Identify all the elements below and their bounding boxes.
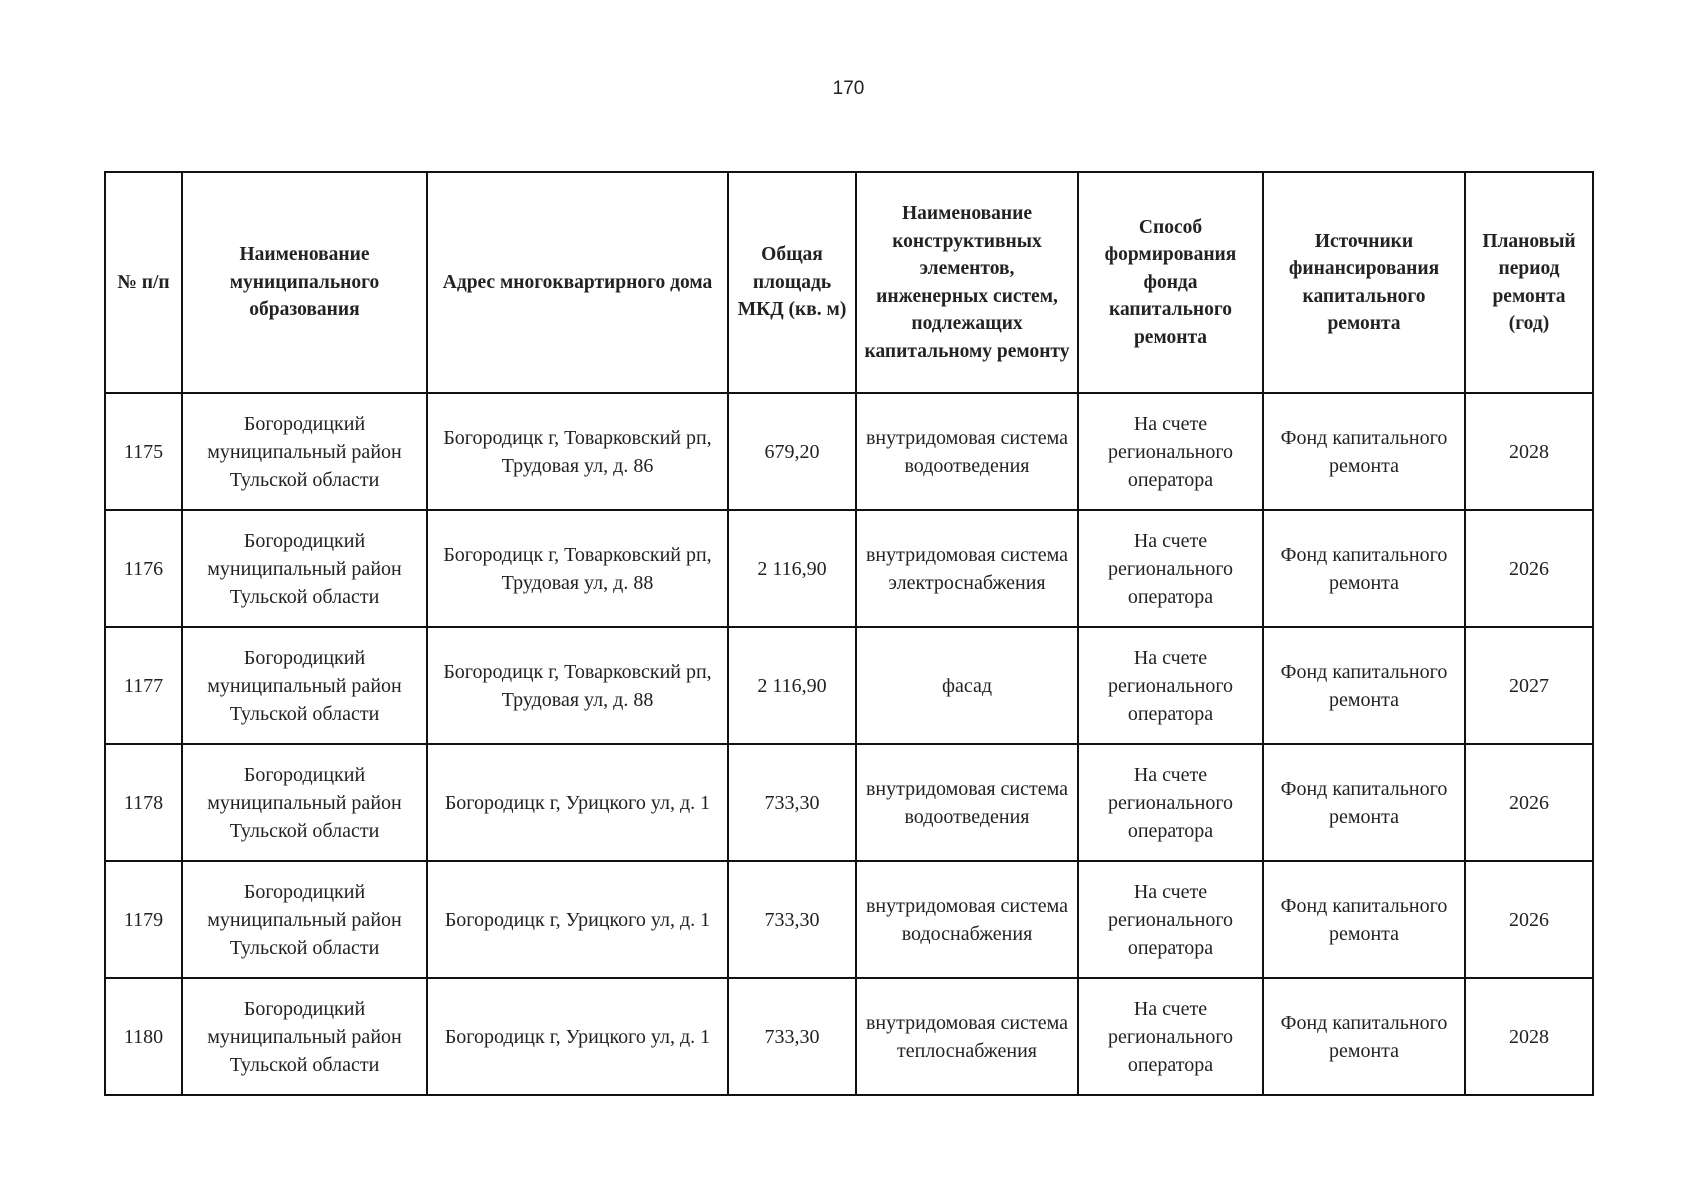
cell-funding-source: Фонд капитального ремонта bbox=[1263, 510, 1465, 627]
cell-element: внутридомовая система электроснабжения bbox=[856, 510, 1078, 627]
cell-fund-method: На счете регионального оператора bbox=[1078, 627, 1263, 744]
cell-municipality: Богородицкий муниципальный район Тульской области bbox=[182, 978, 427, 1095]
cell-address: Богородицк г, Урицкого ул, д. 1 bbox=[427, 861, 728, 978]
cell-area: 733,30 bbox=[728, 861, 856, 978]
table-header-row bbox=[105, 172, 1593, 393]
cell-fund-method: На счете регионального оператора bbox=[1078, 978, 1263, 1095]
page-number: 170 bbox=[832, 78, 865, 99]
cell-funding-source: Фонд капитального ремонта bbox=[1263, 744, 1465, 861]
capital-repair-table bbox=[104, 171, 1594, 1096]
cell-area: 679,20 bbox=[728, 393, 856, 510]
header-number: № п/п bbox=[105, 172, 182, 393]
cell-planned-year: 2026 bbox=[1465, 861, 1593, 978]
cell-area: 733,30 bbox=[728, 744, 856, 861]
cell-area: 2 116,90 bbox=[728, 627, 856, 744]
cell-element: внутридомовая система водоотведения bbox=[856, 744, 1078, 861]
cell-funding-source: Фонд капитального ремонта bbox=[1263, 861, 1465, 978]
cell-municipality: Богородицкий муниципальный район Тульской области bbox=[182, 393, 427, 510]
cell-funding-source: Фонд капитального ремонта bbox=[1263, 393, 1465, 510]
header-fund-method: Способ формирования фонда капитального ремонта bbox=[1078, 172, 1263, 393]
cell-planned-year: 2028 bbox=[1465, 978, 1593, 1095]
cell-number: 1176 bbox=[105, 510, 182, 627]
cell-planned-year: 2027 bbox=[1465, 627, 1593, 744]
table-row bbox=[105, 510, 1593, 627]
cell-element: внутридомовая система теплоснабжения bbox=[856, 978, 1078, 1095]
table-row bbox=[105, 627, 1593, 744]
cell-planned-year: 2026 bbox=[1465, 510, 1593, 627]
cell-address: Богородицк г, Товарковский рп, Трудовая ул, д. 88 bbox=[427, 510, 728, 627]
table-row bbox=[105, 861, 1593, 978]
cell-number: 1178 bbox=[105, 744, 182, 861]
cell-municipality: Богородицкий муниципальный район Тульской области bbox=[182, 510, 427, 627]
header-planned-year: Плановый период ремонта (год) bbox=[1465, 172, 1593, 393]
cell-address: Богородицк г, Урицкого ул, д. 1 bbox=[427, 978, 728, 1095]
header-municipality: Наименование муниципального образования bbox=[182, 172, 427, 393]
cell-number: 1175 bbox=[105, 393, 182, 510]
cell-element: фасад bbox=[856, 627, 1078, 744]
cell-municipality: Богородицкий муниципальный район Тульской области bbox=[182, 627, 427, 744]
cell-area: 2 116,90 bbox=[728, 510, 856, 627]
cell-funding-source: Фонд капитального ремонта bbox=[1263, 978, 1465, 1095]
cell-planned-year: 2026 bbox=[1465, 744, 1593, 861]
cell-address: Богородицк г, Товарковский рп, Трудовая ул, д. 86 bbox=[427, 393, 728, 510]
cell-fund-method: На счете регионального оператора bbox=[1078, 744, 1263, 861]
header-area: Общая площадь МКД (кв. м) bbox=[728, 172, 856, 393]
header-elements: Наименование конструктивных элементов, инженерных систем, подлежащих капитальному ремонту bbox=[856, 172, 1078, 393]
cell-fund-method: На счете регионального оператора bbox=[1078, 510, 1263, 627]
header-address: Адрес многоквартирного дома bbox=[427, 172, 728, 393]
table-row bbox=[105, 978, 1593, 1095]
cell-address: Богородицк г, Урицкого ул, д. 1 bbox=[427, 744, 728, 861]
header-funding-source: Источники финансирования капитального ремонта bbox=[1263, 172, 1465, 393]
cell-number: 1180 bbox=[105, 978, 182, 1095]
table-row bbox=[105, 393, 1593, 510]
table-row bbox=[105, 744, 1593, 861]
cell-number: 1179 bbox=[105, 861, 182, 978]
cell-municipality: Богородицкий муниципальный район Тульской области bbox=[182, 744, 427, 861]
cell-address: Богородицк г, Товарковский рп, Трудовая ул, д. 88 bbox=[427, 627, 728, 744]
cell-area: 733,30 bbox=[728, 978, 856, 1095]
cell-number: 1177 bbox=[105, 627, 182, 744]
cell-funding-source: Фонд капитального ремонта bbox=[1263, 627, 1465, 744]
cell-fund-method: На счете регионального оператора bbox=[1078, 861, 1263, 978]
cell-planned-year: 2028 bbox=[1465, 393, 1593, 510]
cell-element: внутридомовая система водоотведения bbox=[856, 393, 1078, 510]
cell-element: внутридомовая система водоснабжения bbox=[856, 861, 1078, 978]
cell-fund-method: На счете регионального оператора bbox=[1078, 393, 1263, 510]
cell-municipality: Богородицкий муниципальный район Тульской области bbox=[182, 861, 427, 978]
